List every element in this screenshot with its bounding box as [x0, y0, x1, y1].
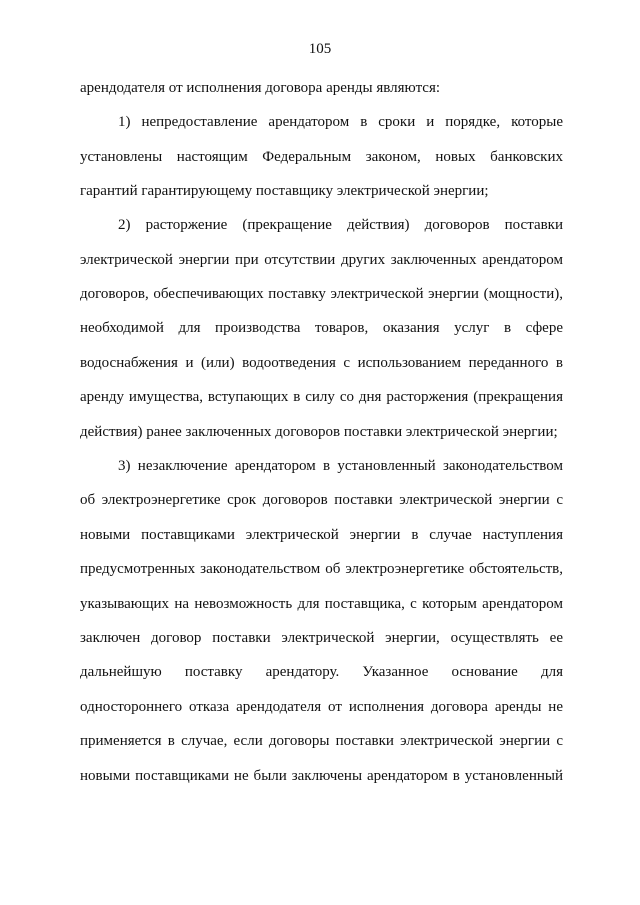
text-line: установлены настоящим Федеральным законом, новых банковских: [80, 149, 563, 165]
text-line: одностороннего отказа арендодателя от исполнения договора аренды не: [80, 699, 563, 715]
text-line: электрической энергии при отсутствии других заключенных арендатором: [80, 252, 563, 268]
text-line: арендодателя от исполнения договора аренды являются:: [80, 80, 441, 96]
text-line: действия) ранее заключенных договоров поставки электрической энергии;: [80, 424, 558, 440]
text-line: указывающих на невозможность для поставщика, с которым арендатором: [80, 596, 563, 612]
text-line: заключен договор поставки электрической энергии, осуществлять ее: [80, 630, 563, 646]
list-item-3-line: 3) незаключение арендатором в установленный законодательством: [118, 458, 563, 474]
page-number: 105: [308, 41, 332, 57]
text-line: новыми поставщиками не были заключены арендатором в установленный: [80, 768, 563, 784]
text-line: договоров, обеспечивающих поставку электрической энергии (мощности),: [80, 286, 563, 302]
text-line: применяется в случае, если договоры поставки электрической энергии с: [80, 733, 563, 749]
text-line: гарантий гарантирующему поставщику электрической энергии;: [80, 183, 489, 199]
list-item-2-line: 2) расторжение (прекращение действия) договоров поставки: [118, 217, 563, 233]
text-line: аренду имущества, вступающих в силу со дня расторжения (прекращения: [80, 389, 563, 405]
list-item-1-line: 1) непредоставление арендатором в сроки и порядке, которые: [118, 114, 563, 130]
text-line: дальнейшую поставку арендатору. Указанное основание для: [80, 664, 563, 680]
text-line: новыми поставщиками электрической энергии в случае наступления: [80, 527, 563, 543]
text-line: об электроэнергетике срок договоров поставки электрической энергии с: [80, 492, 563, 508]
text-line: необходимой для производства товаров, оказания услуг в сфере: [80, 320, 563, 336]
text-line: предусмотренных законодательством об электроэнергетике обстоятельств,: [80, 561, 563, 577]
text-line: водоснабжения и (или) водоотведения с использованием переданного в: [80, 355, 563, 371]
